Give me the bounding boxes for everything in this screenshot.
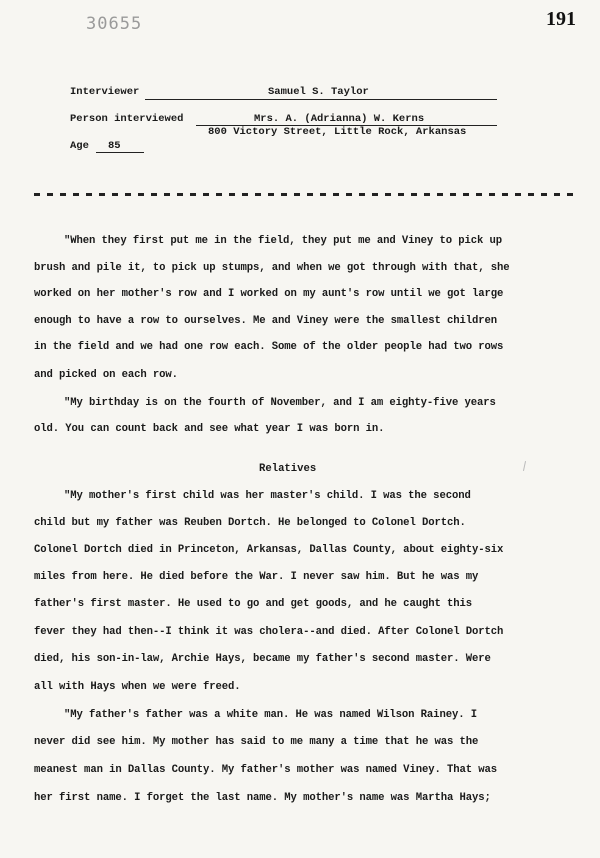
person-interviewed-value: Mrs. A. (Adrianna) W. Kerns bbox=[254, 113, 425, 125]
text-line: brush and pile it, to pick up stumps, and when we got through with that, she bbox=[34, 262, 510, 274]
text-line: "When they first put me in the field, they put me and Viney to pick up bbox=[64, 235, 503, 247]
text-line: old. You can count back and see what year I was born in. bbox=[34, 423, 385, 435]
text-line: "My birthday is on the fourth of November, and I am eighty-five years bbox=[64, 397, 496, 409]
text-line: never did see him. My mother has said to me many a time that he was the bbox=[34, 736, 479, 748]
interviewer-value: Samuel S. Taylor bbox=[268, 86, 369, 98]
text-line: in the field and we had one row each. Some of the older people had two rows bbox=[34, 341, 504, 353]
text-line: enough to have a row to ourselves. Me and Viney were the smallest children bbox=[34, 315, 498, 327]
age-label: Age bbox=[70, 140, 89, 152]
page-number: 191 bbox=[546, 8, 576, 30]
stray-mark bbox=[523, 461, 526, 471]
text-line: father's first master. He used to go and get goods, and he caught this bbox=[34, 598, 473, 610]
age-underline bbox=[96, 152, 144, 153]
text-line: meanest man in Dallas County. My father's mother was named Viney. That was bbox=[34, 764, 498, 776]
text-line: miles from here. He died before the War. I never saw him. But he was my bbox=[34, 571, 479, 583]
text-line: "My father's father was a white man. He was named Wilson Rainey. I bbox=[64, 709, 477, 721]
text-line: worked on her mother's row and I worked on my aunt's row until we got large bbox=[34, 288, 504, 300]
age-value: 85 bbox=[108, 140, 121, 152]
address-line: 800 Victory Street, Little Rock, Arkansas bbox=[208, 126, 467, 138]
text-line: her first name. I forget the last name. My mother's name was Martha Hays; bbox=[34, 792, 491, 804]
archive-stamp: 30655 bbox=[86, 14, 143, 34]
text-line: child but my father was Reuben Dortch. He belonged to Colonel Dortch. bbox=[34, 517, 466, 529]
dashed-separator bbox=[34, 193, 574, 196]
text-line: died, his son-in-law, Archie Hays, became my father's second master. Were bbox=[34, 653, 491, 665]
section-heading: Relatives bbox=[259, 463, 317, 475]
interviewer-underline bbox=[145, 99, 497, 100]
interviewer-label: Interviewer bbox=[70, 86, 140, 98]
text-line: and picked on each row. bbox=[34, 369, 178, 381]
text-line: "My mother's first child was her master's child. I was the second bbox=[64, 490, 471, 502]
person-interviewed-label: Person interviewed bbox=[70, 113, 184, 125]
text-line: all with Hays when we were freed. bbox=[34, 681, 241, 693]
text-line: Colonel Dortch died in Princeton, Arkansas, Dallas County, about eighty-six bbox=[34, 544, 504, 556]
text-line: fever they had then--I think it was cholera--and died. After Colonel Dortch bbox=[34, 626, 504, 638]
